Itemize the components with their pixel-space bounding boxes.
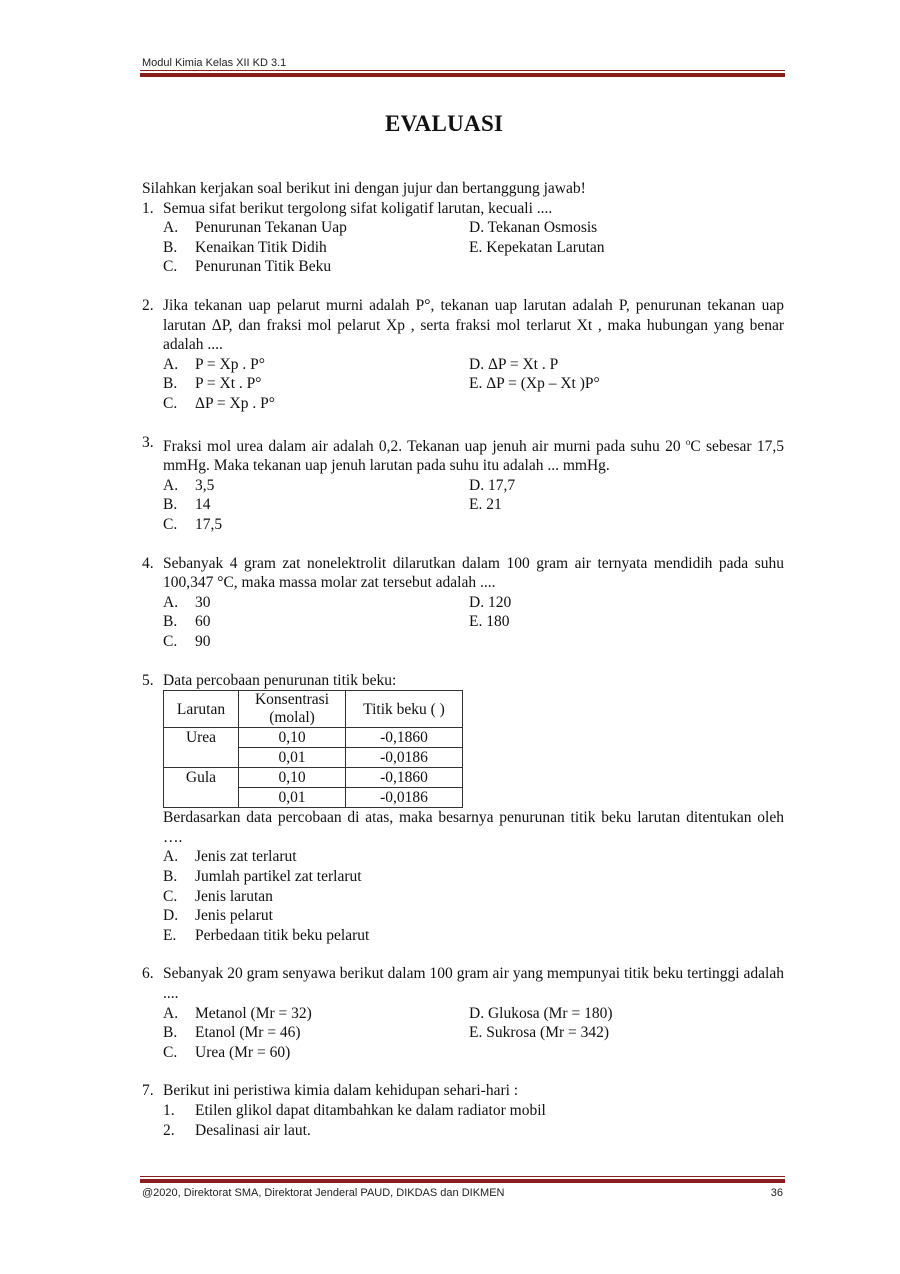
option-c: C. 17,5 xyxy=(163,516,223,534)
header-rule xyxy=(140,70,785,77)
table-header-row xyxy=(164,691,463,728)
option-c: C. Urea (Mr = 60) xyxy=(163,1043,291,1061)
option-a: A. 3,5 xyxy=(163,476,215,494)
option-e: E. Sukrosa (Mr = 342) xyxy=(469,1024,610,1042)
footer-rule xyxy=(140,1176,785,1183)
table-header: Konsentrasi (molal) xyxy=(239,691,346,728)
question-3: 3. Fraksi mol urea dalam air adalah 0,2. Tekanan uap jenuh air murni pada suhu 20 $^o$C sebesar 17,5 mmHg. Maka tekanan uap jenuh larutan pada suhu itu adalah ... mmHg. A. 3,5 D. 17,7 B. 14 E. 21 C. 17,5 xyxy=(142,433,784,534)
option-d: D. Glukosa (Mr = 180) xyxy=(469,1004,613,1022)
table-cell: 0,10 xyxy=(239,728,346,748)
option-d: D. 17,7 xyxy=(469,476,516,494)
question-4: 4. Sebanyak 4 gram zat nonelektrolit dilarutkan dalam 100 gram air ternyata mendidih pada suhu 100,347 °C, maka massa molar zat tersebut adalah .... A. 30 D. 120 B. 60 E. 180 C. 90 xyxy=(142,554,784,651)
table-cell: 0,10 xyxy=(239,768,346,788)
table-cell: Gula xyxy=(164,768,239,808)
option-d: D. Tekanan Osmosis xyxy=(469,219,598,237)
option-d: D. 120 xyxy=(469,593,512,611)
option-b: B. 14 xyxy=(163,496,211,514)
option-b: B. 60 xyxy=(163,613,211,631)
option-c: C. Jenis larutan xyxy=(163,887,273,905)
table-row xyxy=(164,728,463,748)
option-a: A. 30 xyxy=(163,593,211,611)
option-e: E. Kepekatan Larutan xyxy=(469,238,605,256)
question-7: 7. Berikut ini peristiwa kimia dalam kehidupan sehari-hari : 1. Etilen glikol dapat ditambahkan ke dalam radiator mobil 2. Desalinasi air laut. xyxy=(142,1081,784,1140)
option-b: B. Jumlah partikel zat terlarut xyxy=(163,868,362,885)
option-c: C. ΔP = Xp . P° xyxy=(163,394,275,412)
list-item: 1. Etilen glikol dapat ditambahkan ke dalam radiator mobil xyxy=(163,1101,546,1119)
option-c: C. Penurunan Titik Beku xyxy=(163,258,332,276)
question-text: Sebanyak 4 gram zat nonelektrolit dilarutkan dalam 100 gram air ternyata mendidih pada suhu 100,347 °C, maka massa molar zat tersebut adalah .... xyxy=(163,554,784,592)
table-cell: Urea xyxy=(164,728,239,768)
table-cell: 0,01 xyxy=(239,788,346,808)
table-cell: -0,1860 xyxy=(346,728,463,748)
option-b: B. P = Xt . P° xyxy=(163,375,262,393)
freezing-point-table xyxy=(163,690,463,808)
table-row xyxy=(164,768,463,788)
option-a: A. Penurunan Tekanan Uap xyxy=(163,219,347,237)
table-header: Titik beku ( ) xyxy=(346,691,463,728)
option-b: B. Kenaikan Titik Didih xyxy=(163,238,327,256)
option-e: E. 180 xyxy=(469,613,510,631)
module-header: Modul Kimia Kelas XII KD 3.1 xyxy=(142,57,287,69)
table-cell: -0,0186 xyxy=(346,748,463,768)
page-number: 36 xyxy=(770,1187,783,1199)
question-5: 5. Data percobaan penurunan titik beku: Larutan Konsentrasi (molal) Titik beku ( ) Urea 0,10 -0,1860 0,01 -0,0186 Gula 0,10 -0,1860 0,01 -0,0186 Berdasarkan data percobaan di atas, maka besarnya penurunan titik beku larutan ditentukan oleh …. A. Jenis zat terlarut B. Jumlah partikel zat terlarut C. Jenis larutan D. Jenis pelarut E. Perbedaan titik beku pelarut xyxy=(142,671,784,944)
question-text-continued: Berdasarkan data percobaan di atas, maka besarnya penurunan titik beku larutan ditentukan oleh …. xyxy=(163,809,784,846)
option-e: E. Perbedaan titik beku pelarut xyxy=(163,926,370,944)
option-a: A. Jenis zat terlarut xyxy=(163,848,297,866)
table-cell: 0,01 xyxy=(239,748,346,768)
question-text: Fraksi mol urea dalam air adalah 0,2. Tekanan uap jenuh air murni pada suhu 20 $^o$C sebesar 17,5 mmHg. Maka tekanan uap jenuh larutan pada suhu itu adalah ... mmHg. xyxy=(163,436,784,475)
table-cell: -0,1860 xyxy=(346,768,463,788)
page-title: EVALUASI xyxy=(385,111,504,136)
option-c: C. 90 xyxy=(163,633,211,651)
option-d: D. Jenis pelarut xyxy=(163,907,273,925)
option-a: A. P = Xp . P° xyxy=(163,355,265,373)
question-list xyxy=(142,179,784,1140)
option-b: B. Etanol (Mr = 46) xyxy=(163,1024,301,1042)
question-text: Semua sifat berikut tergolong sifat koligatif larutan, kecuali .... xyxy=(163,199,553,217)
question-1: 1. Semua sifat berikut tergolong sifat koligatif larutan, kecuali .... A. Penurunan Tekanan Uap D. Tekanan Osmosis B. Kenaikan Titik Didih E. Kepekatan Larutan C. Penurunan Titik Beku xyxy=(142,199,784,277)
option-e: E. ΔP = (Xp – Xt )P° xyxy=(469,375,600,393)
option-e: E. 21 xyxy=(469,496,502,514)
question-6: 6. Sebanyak 20 gram senyawa berikut dalam 100 gram air yang mempunyai titik beku tertinggi adalah .... A. Metanol (Mr = 32) D. Glukosa (Mr = 180) B. Etanol (Mr = 46) E. Sukrosa (Mr = 342) C. Urea (Mr = 60) xyxy=(142,965,784,1061)
list-item: 2. Desalinasi air laut. xyxy=(163,1121,311,1139)
question-text: Berikut ini peristiwa kimia dalam kehidupan sehari-hari : xyxy=(163,1082,519,1100)
question-text: Data percobaan penurunan titik beku: xyxy=(163,671,397,689)
option-a: A. Metanol (Mr = 32) xyxy=(163,1004,312,1022)
instructions: Silahkan kerjakan soal berikut ini dengan jujur dan bertanggung jawab! xyxy=(142,180,586,197)
option-d: D. ΔP = Xt . P xyxy=(469,355,559,373)
footer-copyright: @2020, Direktorat SMA, Direktorat Jenderal PAUD, DIKDAS dan DIKMEN xyxy=(142,1187,505,1199)
table-cell: -0,0186 xyxy=(346,788,463,808)
question-text: Sebanyak 20 gram senyawa berikut dalam 100 gram air yang mempunyai titik beku tertinggi adalah .... xyxy=(163,965,784,1002)
table-header: Larutan xyxy=(164,691,239,728)
question-text: Jika tekanan uap pelarut murni adalah P°, tekanan uap larutan adalah P, penurunan tekanan uap larutan ΔP, dan fraksi mol pelarut Xp , serta fraksi mol terlarut Xt , maka hubungan yang benar adalah .... xyxy=(163,296,784,354)
question-2: 2. Jika tekanan uap pelarut murni adalah P°, tekanan uap larutan adalah P, penurunan tekanan uap larutan ΔP, dan fraksi mol pelarut Xp , serta fraksi mol terlarut Xt , maka hubungan yang benar adalah .... A. P = Xp . P° D. ΔP = Xt . P B. P = Xt . P° E. ΔP = (Xp – Xt )P° C. ΔP = Xp . P° xyxy=(142,296,784,412)
